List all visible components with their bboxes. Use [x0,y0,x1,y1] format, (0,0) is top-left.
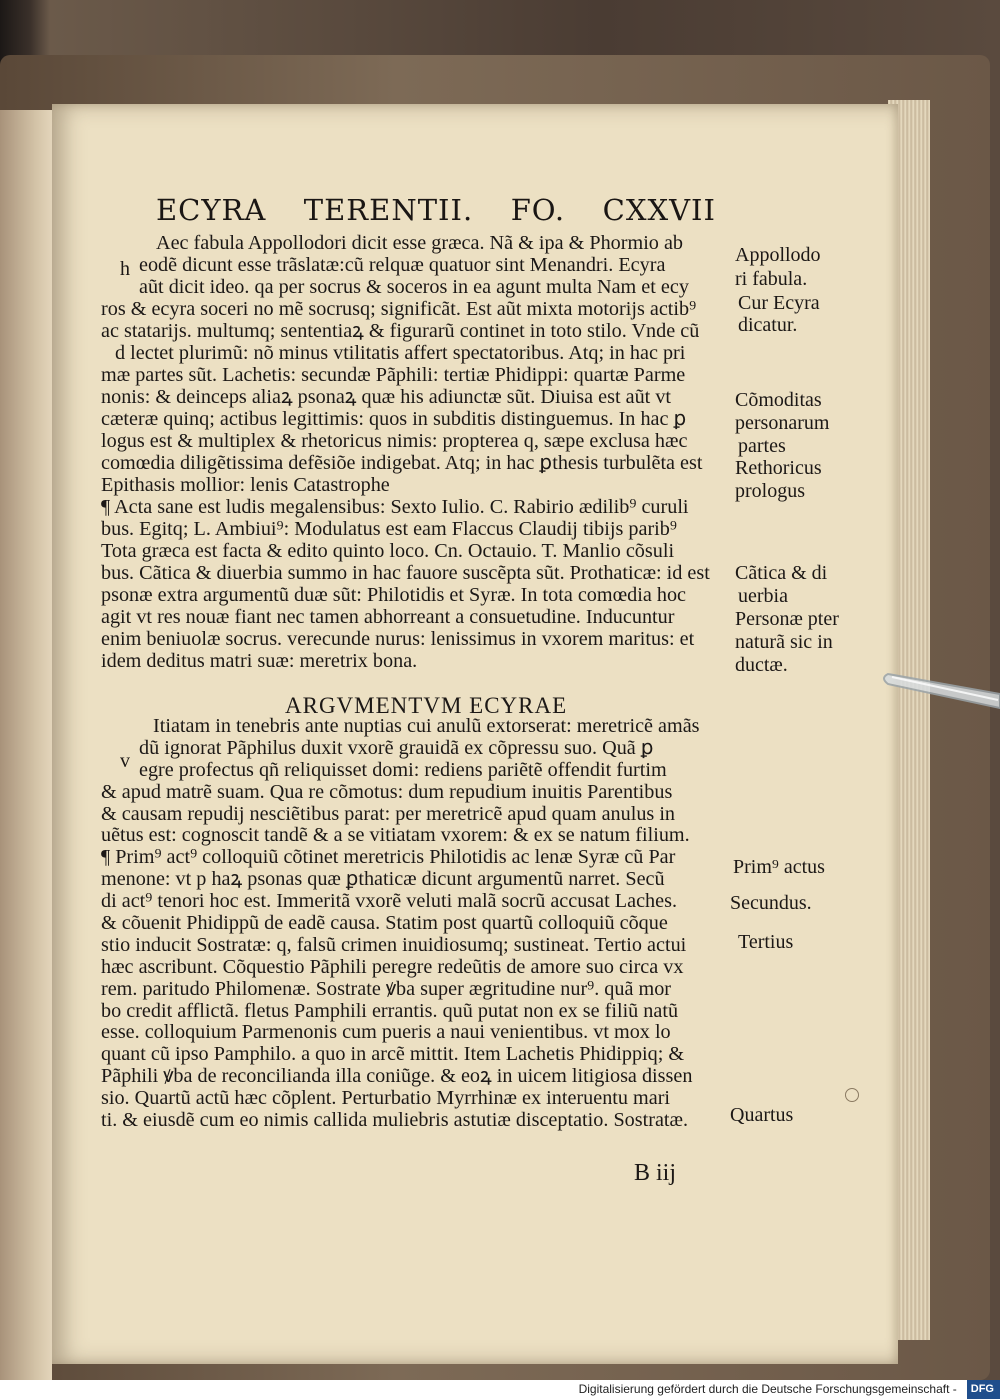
marginal-note: naturã sic in [735,631,833,653]
text-line: dũ ignorat Pãphilus duxit vxorẽ grauidã ex cõpressu suo. Quã ꝑ [139,737,654,759]
glass-weight-clip [880,664,1000,714]
marginal-note: dicatur. [738,314,798,336]
marginal-note: Tertius [738,931,794,953]
marginal-note: Prim⁹ actus [733,856,825,878]
paper-hole [845,1088,859,1102]
running-head-folio-label: FO. [510,193,566,227]
text-line: & causam repudij nesciẽtibus parat: per meretricẽ apud quam anulus in [101,803,676,825]
text-line: bus. Cãtica & diuerbia summo in hac fauore suscẽpta sũt. Prothaticæ: id est [101,562,710,584]
text-line: uẽtus est: cognoscit tandẽ & a se vitiatam vxorem: & ex se natum filium. [101,825,690,847]
text-line: & apud matrẽ suam. Qua re cõmotus: dum repudium inuitis Parentibus [101,781,673,803]
footer-bar [0,1380,1000,1399]
marginal-note: Quartus [730,1104,794,1126]
footer-text: Digitalisierung gefördert durch die Deutsche Forschungsgemeinschaft - [578,1382,957,1396]
text-line: aũt dicit ideo. qa per socrus & soceros in ea agunt multa Nam et ecy [139,276,689,298]
marginal-note: partes [738,435,786,457]
text-line: stio inducit Sostratæ: q, falsũ crimen inuidiosumq; sustineat. Tertio actui [101,934,687,956]
argumentum-text [101,716,731,1132]
running-head-author: TERENTII. [303,193,474,227]
text-line: d lectet plurimũ: nõ minus vtilitatis affert spectatoribus. Atq; in hac pri [115,342,686,364]
running-head-title: ECYRA [156,193,267,227]
text-line: psonæ extra argumentũ duæ sũt: Philotidis et Syræ. In tota comœdia hoc [101,584,687,606]
marginal-note: Cãtica & di [735,562,828,584]
text-line: egre profectus qñ reliquisset domi: rediens pariẽtẽ offendit furtim [139,759,667,781]
marginal-note: Cur Ecyra [738,292,820,314]
text-line: logus est & multiplex & rhetoricus nimis: propterea q, sæpe exclusa hæc [101,430,688,452]
text-line: ti. & eiusdẽ cum eo nimis callida muliebris astutiæ disceptatio. Sostratæ. [101,1110,689,1132]
marginal-note: Personæ pter [735,608,839,630]
text-line: ros & ecyra soceri no mẽ socrusq; significãt. Est aũt mixta motorijs actib⁹ [101,298,697,320]
text-line: Itiatam in tenebris ante nuptias cui anulũ extorserat: meretricẽ amãs [153,716,700,737]
initial-letter: h [120,258,130,280]
text-line: Pãphili ꝟba de reconcilianda illa coniũge. & eoꝝ in uicem litigiosa dissen [101,1066,693,1088]
marginal-note: Rethoricus [735,457,822,479]
text-line: cæteræ quinq; actibus legittimis: quos in subditis distinguemus. In hac ꝑ [101,408,687,430]
text-line: di act⁹ tenori hoc est. Immeritã vxorẽ veluti malã socrũ accusat Laches. [101,891,677,913]
text-line: mæ partes sũt. Lachetis: secundæ Pãphili: tertiæ Phidippi: quartæ Parme [101,364,686,386]
text-line: esse. colloquium Parmenonis cum pueris a naui venientibus. vt mox lo [101,1022,671,1044]
marginal-note: Secundus. [730,892,812,914]
signature-mark: B iij [634,1160,677,1186]
text-line: ¶ Prim⁹ act⁹ colloquiũ cõtinet meretricis Philotidis ac lenæ Syræ cũ Par [101,847,676,869]
text-line: bo credit afflictã. fletus Pamphili errantis. quũ putat non ex se filiũ natũ [101,1000,679,1022]
marginal-note: ri fabula. [735,268,808,290]
marginal-note: personarum [735,412,830,434]
text-line: nonis: & deinceps aliaꝝ psonaꝝ quæ his adiunctæ sũt. Diuisa est aũt vt [101,386,672,408]
text-line: Epithasis mollior: lenis Catastrophe [101,474,390,496]
text-line: Tota græca est facta & edito quinto loco. Cn. Octauio. T. Manlio cõsuli [101,540,675,562]
text-line: hæc ascribunt. Cõquestio Pãphili peregre redeũtis de amore suo circa vx [101,956,684,978]
commentary-text [101,232,731,672]
text-line: eodẽ dicunt esse trãslatæ:cũ relquæ quatuor sint Menandri. Ecyra [139,254,666,276]
running-head-folio-number: CXXVII [602,193,716,227]
text-line: rem. paritudo Philomenæ. Sostrate ꝟba super ægritudine nur⁹. quã mor [101,978,672,1000]
marginal-note: Cõmoditas [735,389,822,411]
running-head [156,190,716,230]
text-line: ¶ Acta sane est ludis megalensibus: Sexto Iulio. C. Rabirio ædilib⁹ curuli [101,496,689,518]
text-line: agit vt res nouæ fiant nec tamen abhorreant a consuetudine. Inducuntur [101,606,675,628]
text-line: Aec fabula Appollodori dicit esse græca. Nã & ipa & Phormio ab [156,232,683,254]
argumentum-heading: ARGVMENTVM ECYRAE [285,693,568,718]
text-line: quant cũ ipso Pamphilo. a quo in arcẽ mittit. Item Lachetis Phidippiq; & [101,1044,685,1066]
marginal-note: uerbia [738,585,788,607]
text-line: idem deditus matri suæ: meretrix bona. [101,650,418,672]
marginal-note: prologus [735,480,805,502]
marginal-note: Appollodo [735,244,821,266]
facing-page-edge [0,110,52,1380]
text-line: bus. Egitq; L. Ambiui⁹: Modulatus est eam Flaccus Claudij tibijs parib⁹ [101,518,677,540]
text-line: menone: vt p haꝝ psonas quæ ꝑthaticæ dicunt argumentũ narret. Secũ [101,869,665,891]
dfg-logo: DFG [967,1380,1000,1399]
text-line: enim beniuolæ socrus. verecunde nurus: lenissimus in vxorem maritus: et [101,628,695,650]
text-line: sio. Quartũ actũ hæc cõplent. Perturbatio Myrrhinæ ex interuentu mari [101,1088,671,1110]
text-line: ac statarijs. multumq; sententiaꝝ & figurarũ continet in toto stilo. Vnde cũ [101,320,700,342]
initial-letter-2: v [120,750,130,772]
text-line: & cõuenit Phidippũ de eadẽ causa. Statim post quartũ colloquiũ cõque [101,913,668,935]
marginal-note: ductæ. [735,654,788,676]
text-line: comœdia diligẽtissima defẽsiõe indigebat. Atq; in hac ꝑthesis turbulẽta est [101,452,703,474]
